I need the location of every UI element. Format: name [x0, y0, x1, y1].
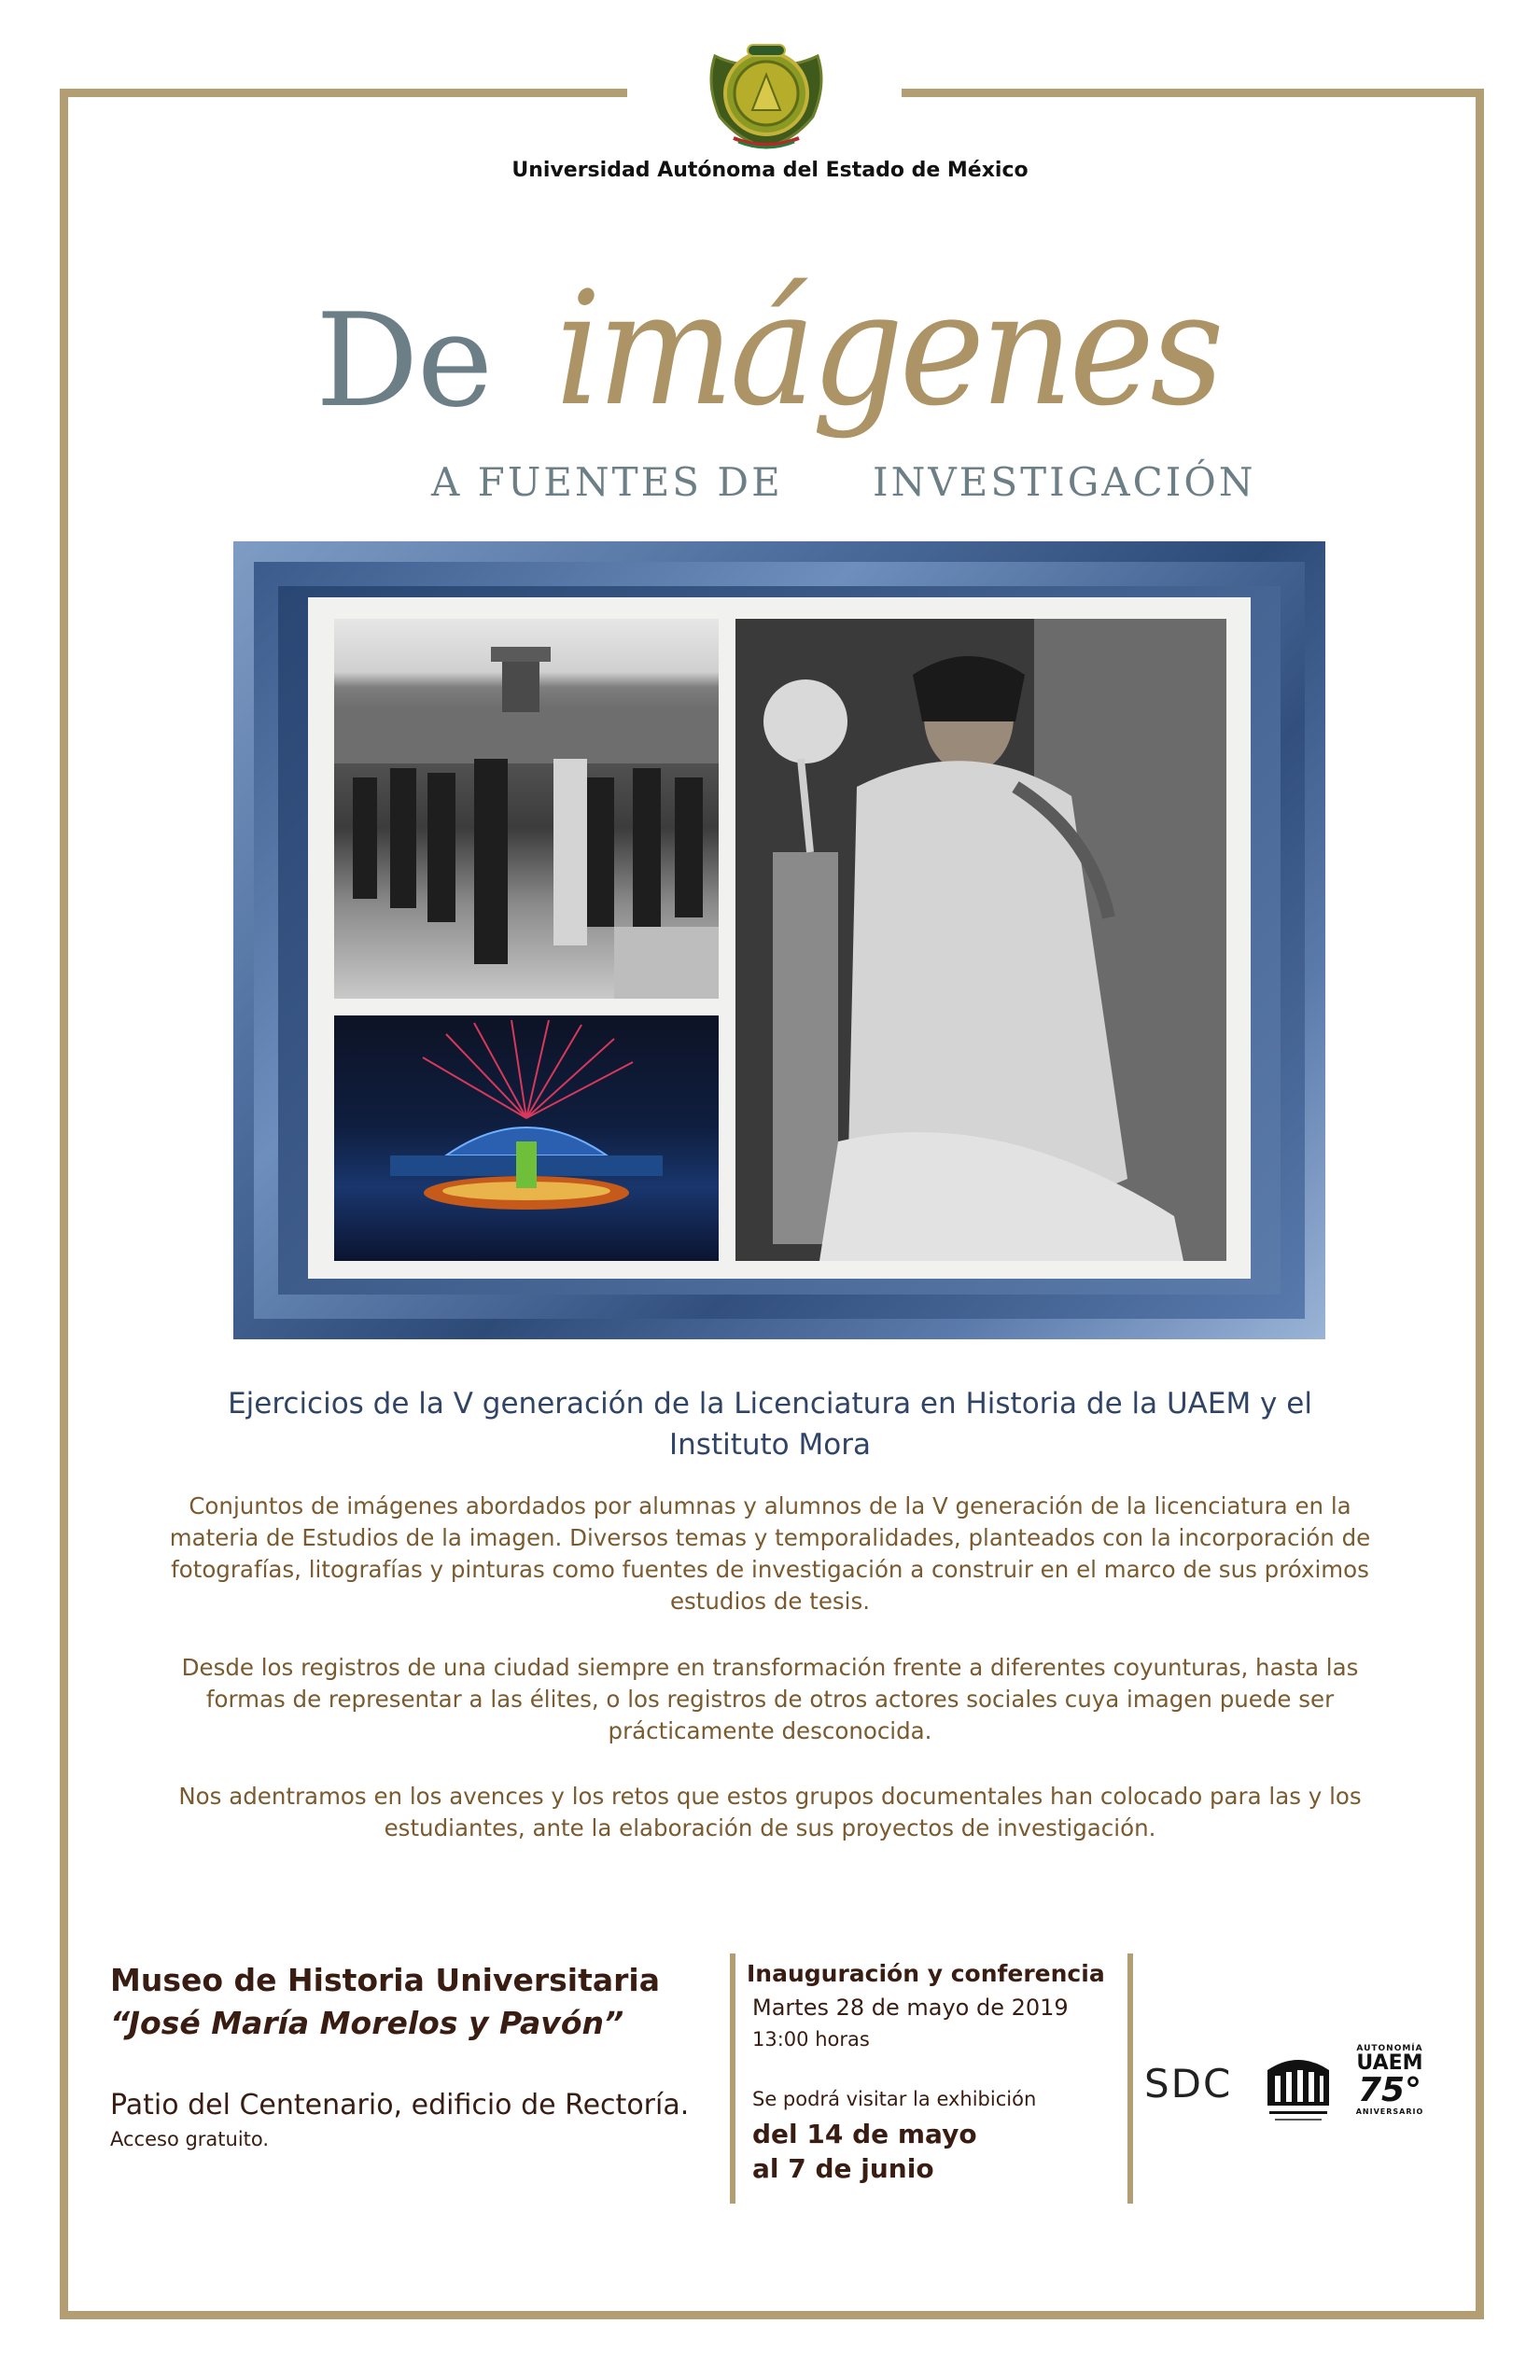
- autonomia-logo-number: 75°: [1357, 2071, 1422, 2109]
- title-imagenes: imágenes: [555, 258, 1221, 441]
- event-title: Inauguración y conferencia: [747, 1960, 1105, 1987]
- university-name: Universidad Autónoma del Estado de México: [511, 159, 1029, 182]
- access-note: Acceso gratuito.: [110, 2128, 270, 2150]
- photo-portrait-woman: [735, 619, 1226, 1261]
- autonomia-logo-uaem: UAEM: [1356, 2051, 1423, 2075]
- footer-divider-left: [730, 1953, 735, 2204]
- description-paragraph-2: Desde los registros de una ciudad siempre en transformación frente a diferentes coyunturas, hasta las formas de representar a las élites, o los registros de otros actores sociales cuya imagen puede ser prácticamente desconocida.: [181, 1654, 1359, 1744]
- frame-border-top-right: [902, 89, 1484, 97]
- frame-border-right: [1476, 89, 1484, 2319]
- frame-border-bottom: [60, 2311, 1484, 2319]
- description-paragraph-1: Conjuntos de imágenes abordados por alumnas y alumnos de la V generación de la licenciatura en la materia de Estudios de la imagen. Diversos temas y temporalidades, planteados con la incorporación de fotografías, litografías y pinturas como fuentes de investigación a construir en el marco de sus próximos estudios de tesis.: [169, 1492, 1371, 1615]
- autonomia-logo-top: AUTONOMÍA: [1356, 2044, 1423, 2053]
- photo-airport-drawing: [334, 619, 719, 999]
- title-subtitle-left: A FUENTES DE: [431, 459, 783, 505]
- photo-airport-crowd: [334, 619, 719, 999]
- university-seal-logo: [696, 28, 836, 154]
- event-date: Martes 28 de mayo de 2019: [752, 1995, 1069, 2021]
- museum-name-line2: “José María Morelos y Pavón”: [110, 2005, 624, 2041]
- footer-divider-right: [1127, 1953, 1133, 2204]
- photo-fireworks-pyramid: [334, 1015, 719, 1261]
- venue-location: Patio del Centenario, edificio de Rectoría.: [110, 2089, 690, 2121]
- exhibition-subtitle: Ejercicios de la V generación de la Licenciatura en Historia de la UAEM y el Instituto Mora: [228, 1387, 1312, 1462]
- museums-directorate-logo: [1262, 2050, 1335, 2128]
- sdc-logo: SDC: [1144, 2061, 1233, 2107]
- photo-fireworks-drawing: [334, 1015, 719, 1261]
- frame-border-top-left: [60, 89, 627, 97]
- frame-border-left: [60, 89, 68, 2319]
- event-visit-note: Se podrá visitar la exhibición: [752, 2088, 1037, 2110]
- autonomia-75-anniversary-logo: [1351, 2044, 1428, 2137]
- photo-portrait-drawing: [735, 619, 1226, 1261]
- title-de: De: [315, 286, 492, 436]
- event-time: 13:00 horas: [752, 2028, 870, 2051]
- autonomia-logo-bottom: ANIVERSARIO: [1355, 2107, 1424, 2116]
- title-subtitle-right: INVESTIGACIÓN: [873, 459, 1256, 505]
- museum-name-line1: Museo de Historia Universitaria: [110, 1962, 660, 1998]
- event-date-from: del 14 de mayo: [752, 2119, 977, 2149]
- event-date-to: al 7 de junio: [752, 2153, 934, 2184]
- description-paragraph-3: Nos adentramos en los avences y los retos que estos grupos documentales han colocado para las y los estudiantes, ante la elaboración de sus proyectos de investigación.: [178, 1783, 1362, 1841]
